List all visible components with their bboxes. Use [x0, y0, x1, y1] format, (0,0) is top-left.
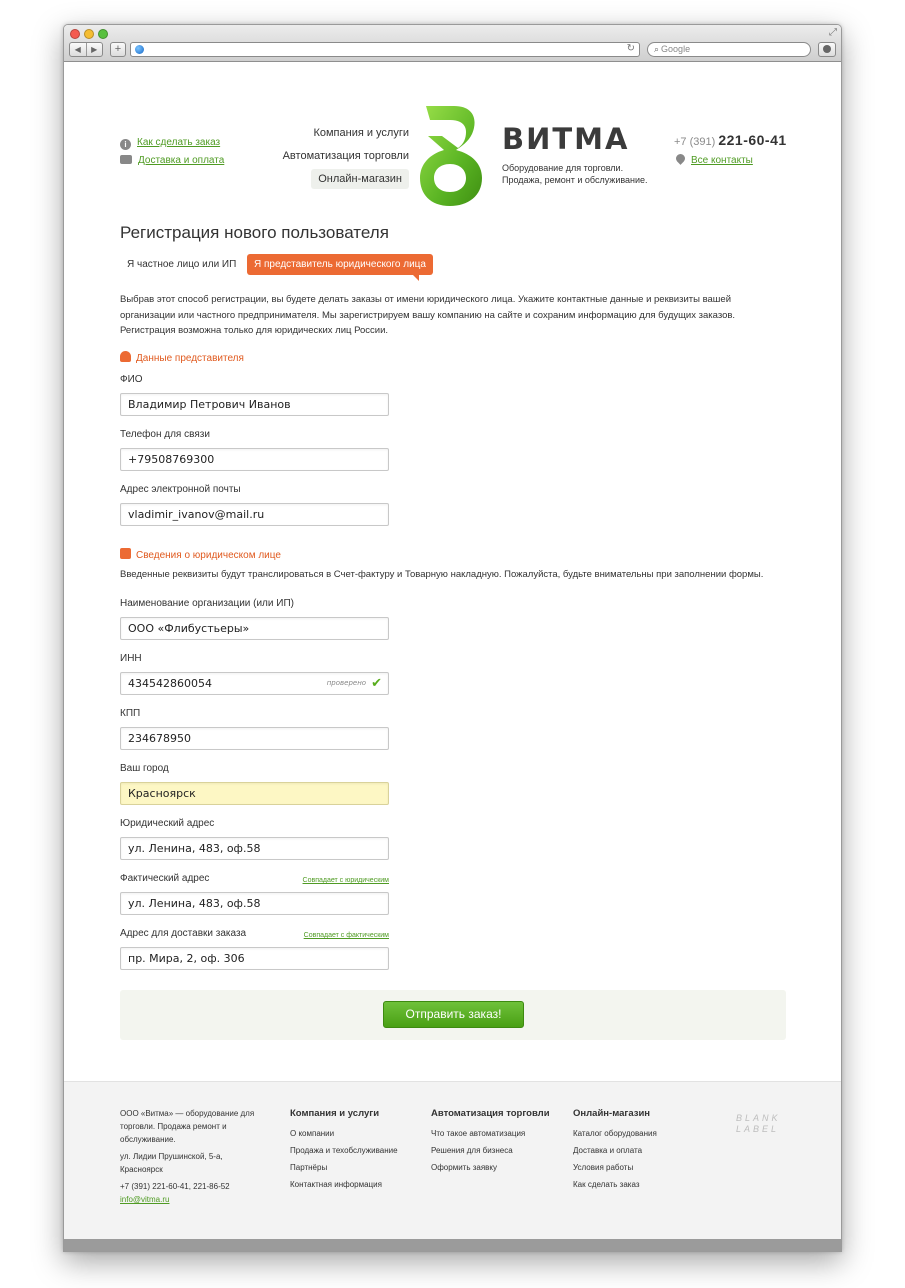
footer-link[interactable]: Что такое автоматизация — [431, 1129, 526, 1138]
same-as-legal-link[interactable]: Совпадает с юридическим — [302, 877, 389, 884]
inn-status-text: проверено — [326, 679, 367, 687]
delivery-label[interactable]: Доставка и оплата — [138, 155, 225, 166]
footer-link[interactable]: Как сделать заказ — [573, 1180, 640, 1189]
footer-phones: +7 (391) 221-60-41, 221-86-52 — [120, 1182, 230, 1191]
downloads-button[interactable] — [818, 42, 836, 57]
address-bar[interactable] — [130, 42, 640, 57]
section-organization-title: Сведения о юридическом лице — [136, 550, 281, 561]
inn-value: 434542860054 — [128, 677, 212, 690]
footer-link[interactable]: Контактная информация — [290, 1180, 382, 1189]
back-button[interactable]: ◀ — [74, 45, 81, 54]
footer-col-automation — [431, 1108, 550, 1180]
legal-address-input[interactable]: ул. Ленина, 483, оф.58 — [120, 837, 389, 860]
browser-toolbar — [64, 25, 841, 62]
person-icon — [120, 351, 131, 362]
footer-link[interactable]: Решения для бизнеса — [431, 1146, 513, 1155]
legal-address-label: Юридический адрес — [120, 818, 215, 829]
reload-icon[interactable]: ↻ — [626, 43, 635, 54]
vitma-logo-icon[interactable] — [418, 106, 484, 206]
globe-icon — [135, 45, 144, 54]
contacts-link[interactable] — [676, 154, 753, 166]
footer-about — [120, 1107, 260, 1206]
history-nav — [69, 42, 103, 57]
organization-note: Введенные реквизиты будут транслироваться в Счет-фактуру и Товарную накладную. Пожалуйста, будьте внимательны при заполнении формы. — [120, 569, 764, 580]
how-to-order-label[interactable]: Как сделать заказ — [137, 137, 221, 148]
page-title: Регистрация нового пользователя — [120, 223, 389, 242]
brand-tagline: Оборудование для торговли. Продажа, ремонт и обслуживание. — [502, 163, 648, 185]
tab-legal-entity[interactable]: Я представитель юридического лица — [247, 254, 433, 275]
email-input[interactable]: vladimir_ivanov@mail.ru — [120, 503, 389, 526]
same-as-actual-link[interactable]: Совпадает с фактическим — [303, 932, 389, 939]
footer-link[interactable]: Оформить заявку — [431, 1163, 498, 1172]
search-input[interactable] — [647, 42, 811, 57]
browser-window — [63, 24, 842, 1252]
footer — [64, 1081, 841, 1241]
delivery-address-input[interactable]: пр. Мира, 2, оф. 306 — [120, 947, 389, 970]
footer-link[interactable]: О компании — [290, 1129, 335, 1138]
inn-status — [327, 673, 382, 694]
how-to-order-link[interactable] — [120, 137, 220, 150]
footer-address: ул. Лидии Прушинской, 5-а, Красноярск — [120, 1152, 223, 1174]
footer-col-title: Компания и услуги — [290, 1108, 380, 1119]
info-icon: i — [120, 139, 131, 150]
org-name-label: Наименование организации (или ИП) — [120, 598, 294, 609]
inn-label: ИНН — [120, 653, 142, 664]
section-representative — [120, 351, 244, 364]
close-window-button[interactable] — [70, 29, 80, 39]
actual-address-input[interactable]: ул. Ленина, 483, оф.58 — [120, 892, 389, 915]
kpp-label: КПП — [120, 708, 141, 719]
forward-button[interactable]: ▶ — [86, 43, 103, 56]
nav-shop[interactable]: Онлайн-магазин — [311, 169, 409, 189]
brand-name: ВИТМА — [502, 122, 630, 156]
city-input[interactable]: Красноярск — [120, 782, 389, 805]
submit-order-button[interactable]: Отправить заказ! — [383, 1001, 524, 1028]
delivery-link[interactable] — [120, 155, 224, 166]
phone-prefix: +7 (391) — [674, 136, 716, 148]
fio-label: ФИО — [120, 374, 143, 385]
truck-icon — [120, 155, 132, 164]
footer-description: ООО «Витма» — оборудование для торговли. Продажа ремонт и обслуживание. — [120, 1109, 255, 1144]
phone-label: Телефон для связи — [120, 429, 210, 440]
download-icon — [823, 45, 831, 53]
new-tab-button[interactable]: + — [110, 42, 126, 57]
footer-link[interactable]: Каталог оборудования — [573, 1129, 657, 1138]
delivery-address-label: Адрес для доставки заказа — [120, 928, 247, 939]
map-pin-icon — [674, 152, 687, 165]
footer-col-title: Автоматизация торговли — [431, 1108, 550, 1119]
footer-link[interactable]: Доставка и оплата — [573, 1146, 643, 1155]
zoom-window-button[interactable] — [98, 29, 108, 39]
actual-address-label: Фактический адрес — [120, 873, 210, 884]
contacts-label[interactable]: Все контакты — [691, 155, 753, 166]
footer-link[interactable]: Продажа и техобслуживание — [290, 1146, 398, 1155]
window-bottom-bar — [64, 1239, 841, 1251]
footer-col-shop — [573, 1108, 657, 1197]
phone-input[interactable]: +79508769300 — [120, 448, 389, 471]
phone-number: 221-60-41 — [718, 132, 787, 148]
intro-text: Выбрав этот способ регистрации, вы будете делать заказы от имени юридического лица. Укажите контактные данные и реквизиты вашей организации или частного предпринимателя. Мы зарегистрируем вашу компанию на сайте и сохраним информацию для будущих заказов. Регистрация возможна только для юридических лиц России. — [120, 294, 736, 336]
blank-label-logo[interactable]: BLANK LABEL — [736, 1113, 781, 1134]
search-placeholder: Google — [661, 44, 691, 54]
footer-link[interactable]: Условия работы — [573, 1163, 634, 1172]
footer-email-link[interactable]: info@vitma.ru — [120, 1195, 170, 1204]
search-icon: ⌕ — [654, 44, 660, 54]
inn-input[interactable] — [120, 672, 389, 695]
footer-link[interactable]: Партнёры — [290, 1163, 328, 1172]
footer-col-company — [290, 1108, 398, 1197]
check-icon: ✔ — [371, 676, 382, 691]
nav-automation[interactable]: Автоматизация торговли — [282, 150, 409, 162]
id-card-icon — [120, 548, 131, 559]
section-representative-title: Данные представителя — [136, 353, 244, 364]
page — [64, 62, 841, 1251]
city-label: Ваш город — [120, 763, 169, 774]
submit-panel — [120, 990, 786, 1040]
fullscreen-icon[interactable]: ⤢ — [829, 27, 837, 38]
header-phone — [674, 132, 787, 148]
tab-private-person[interactable]: Я частное лицо или ИП — [127, 259, 237, 270]
section-organization — [120, 548, 281, 561]
kpp-input[interactable]: 234678950 — [120, 727, 389, 750]
minimize-window-button[interactable] — [84, 29, 94, 39]
fio-input[interactable]: Владимир Петрович Иванов — [120, 393, 389, 416]
email-label: Адрес электронной почты — [120, 484, 241, 495]
nav-company[interactable]: Компания и услуги — [313, 127, 409, 139]
org-name-input[interactable]: ООО «Флибустьеры» — [120, 617, 389, 640]
footer-col-title: Онлайн-магазин — [573, 1108, 651, 1119]
